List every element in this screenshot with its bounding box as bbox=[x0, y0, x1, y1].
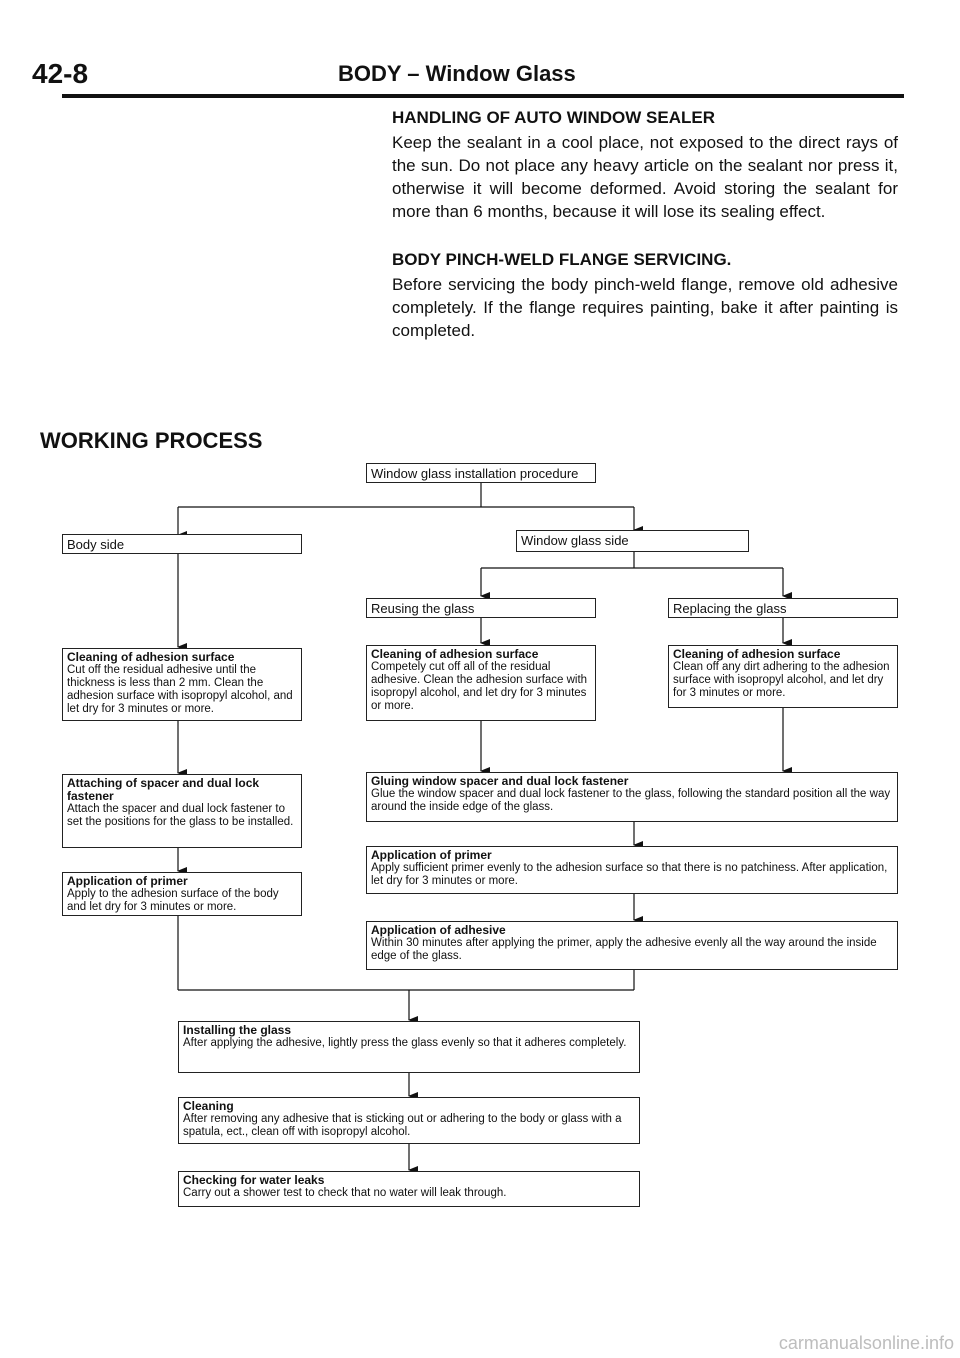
body-cleaning-text: Cut off the residual adhesive until the thickness is less than 2 mm. Clean the adhesion surface with isopropyl alcohol, and let dry for 3 minutes or more. bbox=[67, 664, 293, 715]
adhesive-text: Within 30 minutes after applying the primer, apply the adhesive evenly all the way around the inside edge of the glass. bbox=[371, 937, 877, 962]
flange-heading: BODY PINCH-WELD FLANGE SERVICING. bbox=[392, 250, 732, 269]
installing-title: Installing the glass bbox=[183, 1023, 292, 1037]
gluing-text: Glue the window spacer and dual lock fastener to the glass, following the standard position all the way around the inside edge of the glass. bbox=[371, 788, 891, 813]
cleaning-text: After removing any adhesive that is sticking out or adhering to the body or glass with a spatula, ect., clean off with isopropyl alcohol. bbox=[183, 1113, 622, 1138]
sealer-heading: HANDLING OF AUTO WINDOW SEALER bbox=[392, 108, 715, 127]
gluing-title: Gluing window spacer and dual lock fastener bbox=[371, 774, 629, 788]
sealer-body: Keep the sealant in a cool place, not exposed to the direct rays of the sun. Do not place any heavy article on the sealant nor press it, otherwise it will become deformed. Avoid storing the sealant for more than 6 months, because it will lose its sealing effect. bbox=[392, 133, 898, 221]
glass-primer-box bbox=[366, 846, 898, 894]
watermark: carmanualsonline.info bbox=[778, 1333, 954, 1353]
window-glass-side-box: Window glass side bbox=[516, 530, 749, 552]
reusing-glass-box: Reusing the glass bbox=[366, 598, 596, 618]
installing-box bbox=[178, 1021, 640, 1073]
body-primer-title: Application of primer bbox=[67, 874, 188, 888]
reusing-cleaning-text: Competely cut off all of the residual adhesive. Clean the adhesion surface with isopropyl alcohol, and let dry for 3 minutes or more. bbox=[371, 661, 588, 712]
replacing-cleaning-text: Clean off any dirt adhering to the adhesion surface with isopropyl alcohol, and let dry for 3 minutes or more. bbox=[673, 661, 890, 699]
running-title: BODY – Window Glass bbox=[338, 61, 576, 86]
installing-text: After applying the adhesive, lightly press the glass evenly so that it adheres completely. bbox=[183, 1037, 627, 1049]
body-side-box: Body side bbox=[62, 534, 302, 554]
attaching-text: Attach the spacer and dual lock fastener to set the positions for the glass to be installed. bbox=[67, 803, 294, 828]
adhesive-title: Application of adhesive bbox=[371, 923, 506, 937]
body-primer-text: Apply to the adhesion surface of the body and let dry for 3 minutes or more. bbox=[67, 888, 279, 913]
page-number: 42-8 bbox=[32, 58, 89, 89]
glass-primer-title: Application of primer bbox=[371, 848, 492, 862]
cleaning-box bbox=[178, 1097, 640, 1144]
working-process-heading: WORKING PROCESS bbox=[40, 428, 263, 453]
procedure-box: Window glass installation procedure bbox=[366, 463, 596, 483]
flange-body: Before servicing the body pinch-weld flange, remove old adhesive completely. If the flange requires painting, bake it after painting is completed. bbox=[392, 275, 898, 340]
water-leaks-text: Carry out a shower test to check that no water will leak through. bbox=[183, 1187, 507, 1199]
reusing-cleaning-title: Cleaning of adhesion surface bbox=[371, 647, 539, 661]
replacing-glass-box: Replacing the glass bbox=[668, 598, 898, 618]
gluing-box bbox=[366, 772, 898, 822]
water-leaks-box bbox=[178, 1171, 640, 1207]
attaching-box bbox=[62, 774, 302, 848]
replacing-cleaning-title: Cleaning of adhesion surface bbox=[673, 647, 841, 661]
body-primer-box bbox=[62, 872, 302, 916]
body-cleaning-box bbox=[62, 648, 302, 721]
adhesive-box bbox=[366, 921, 898, 970]
water-leaks-title: Checking for water leaks bbox=[183, 1173, 325, 1187]
body-cleaning-title: Cleaning of adhesion surface bbox=[67, 650, 235, 664]
replacing-cleaning-box bbox=[668, 645, 898, 708]
reusing-cleaning-box bbox=[366, 645, 596, 721]
attaching-title: Attaching of spacer and dual lock fastener bbox=[67, 776, 260, 803]
glass-primer-text: Apply sufficient primer evenly to the adhesion surface so that there is no patchiness. After application, let dry for 3 minutes or more. bbox=[371, 862, 888, 887]
cleaning-title: Cleaning bbox=[183, 1099, 234, 1113]
